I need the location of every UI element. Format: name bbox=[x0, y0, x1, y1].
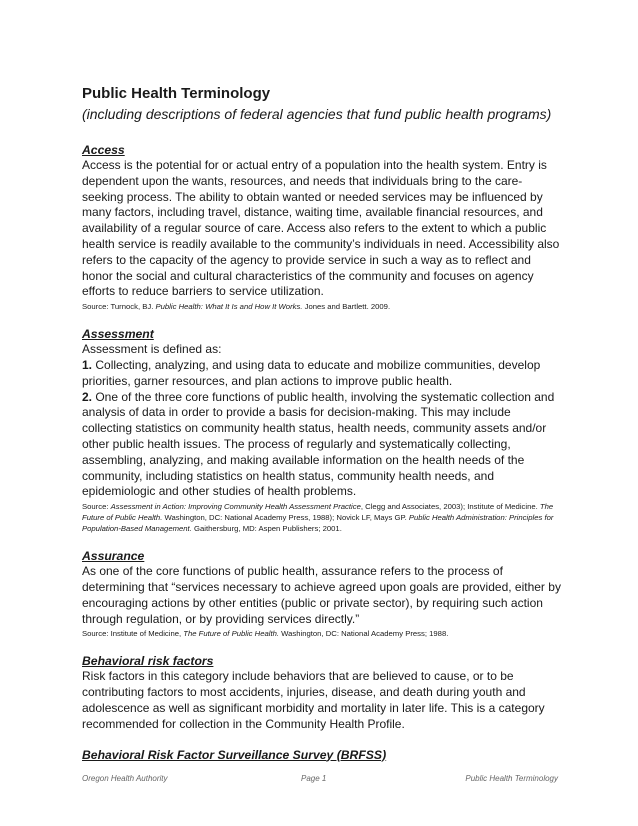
citation-text: Source: Turnock, BJ. bbox=[82, 302, 156, 312]
source-citation bbox=[82, 501, 562, 534]
glossary-entry bbox=[82, 142, 562, 312]
definition-number: 1. bbox=[82, 357, 93, 372]
definition-paragraph: Assessment is defined as: bbox=[82, 342, 222, 357]
footer-organization: Oregon Health Authority bbox=[82, 774, 168, 783]
page-footer bbox=[82, 774, 558, 788]
citation-text: Source: bbox=[82, 502, 111, 512]
footer-document-name: Public Health Terminology bbox=[465, 774, 558, 783]
glossary-term: Access bbox=[82, 143, 125, 157]
document-subtitle: (including descriptions of federal agencies that fund public health programs) bbox=[82, 106, 552, 122]
glossary-entry bbox=[82, 653, 562, 732]
definition-paragraph bbox=[82, 390, 562, 501]
citation-text: Washington, DC: National Academy Press; 1988. bbox=[279, 629, 449, 639]
definition-paragraph: As one of the core functions of public health, assurance refers to the process of determining that “services necessary to achieve agreed upon goals are provided, either by encouraging actions by other entities (public or private sector), by requiring such action through regulation, or by providing services directly.” bbox=[82, 564, 561, 626]
citation-text: Gaithersburg, MD: Aspen Publishers; 2001. bbox=[191, 524, 342, 534]
page-content bbox=[82, 84, 562, 777]
citation-text: Washington, DC: National Academy Press, 1988); Novick LF, Mays GP. bbox=[162, 513, 409, 523]
glossary-entry bbox=[82, 548, 562, 639]
glossary-entry bbox=[82, 326, 562, 534]
definition-paragraph: Risk factors in this category include behaviors that are believed to cause, or to be contributing factors to most accidents, injuries, disease, and death during youth and adolescence as well as significant morbidity and mortality in later life. This is a category recommended for collection in the Community Health Profile. bbox=[82, 669, 545, 731]
citation-title: Public Health Administration: Principles for Population-Based Management. bbox=[82, 513, 554, 534]
glossary-term: Assurance bbox=[82, 549, 145, 564]
citation-title: Public Health: What It Is and How It Works. bbox=[155, 302, 303, 312]
citation-text: Source: Institute of Medicine, bbox=[82, 629, 184, 639]
definition-paragraph: Access is the potential for or actual entry of a population into the health system. Entry is dependent upon the wants, resources, and needs that individuals bring to the care-seeking process. The ability to obtain wanted or needed services may be influenced by many factors, including travel, distance, waiting time, available financial resources, and availability of a regular source of care. Access also refers to the extent to which a public health service is readily available to the community’s individuals in need. Accessibility also refers to the capacity of the agency to provide service in such a way as to reflect and honor the social and cultural characteristics of the community and focuses on agency efforts to reduce barriers to service utilization. bbox=[82, 158, 560, 299]
citation-title: The Future of Public Health. bbox=[82, 502, 554, 523]
citation-text: , Clegg and Associates, 2003); Institute of Medicine. bbox=[360, 502, 540, 512]
footer-page-number: Page 1 bbox=[301, 774, 327, 783]
definition-text: One of the three core functions of public health, involving the systematic collection and analysis of data in order to provide a basis for decision-making. This may include collecting statistics on community health status, health needs, community assets and/or other public health issues. The process of regularly and systematically collecting, assembling, analyzing, and making available information on the health needs of the community, including statistics on health status, community health needs, and epidemiologic and other studies of health problems. bbox=[82, 389, 555, 499]
document-title: Public Health Terminology bbox=[82, 85, 271, 102]
definition-number: 2. bbox=[82, 389, 93, 404]
glossary-term: Behavioral risk factors bbox=[82, 654, 214, 669]
citation-title: The Future of Public Health. bbox=[183, 629, 279, 639]
citation-title: Assessment in Action: Improving Community Health Assessment Practice bbox=[110, 502, 361, 512]
glossary-term: Assessment bbox=[82, 327, 154, 342]
glossary-entries bbox=[82, 142, 562, 763]
citation-text: Jones and Bartlett. 2009. bbox=[302, 302, 391, 312]
glossary-entry bbox=[82, 747, 562, 763]
definition-paragraph bbox=[82, 358, 562, 390]
glossary-term: Behavioral Risk Factor Surveillance Survey (BRFSS) bbox=[82, 747, 387, 762]
definition-text: Collecting, analyzing, and using data to educate and mobilize communities, develop priorities, garner resources, and plan actions to improve public health. bbox=[82, 357, 541, 388]
source-citation bbox=[82, 301, 562, 312]
source-citation bbox=[82, 628, 562, 639]
